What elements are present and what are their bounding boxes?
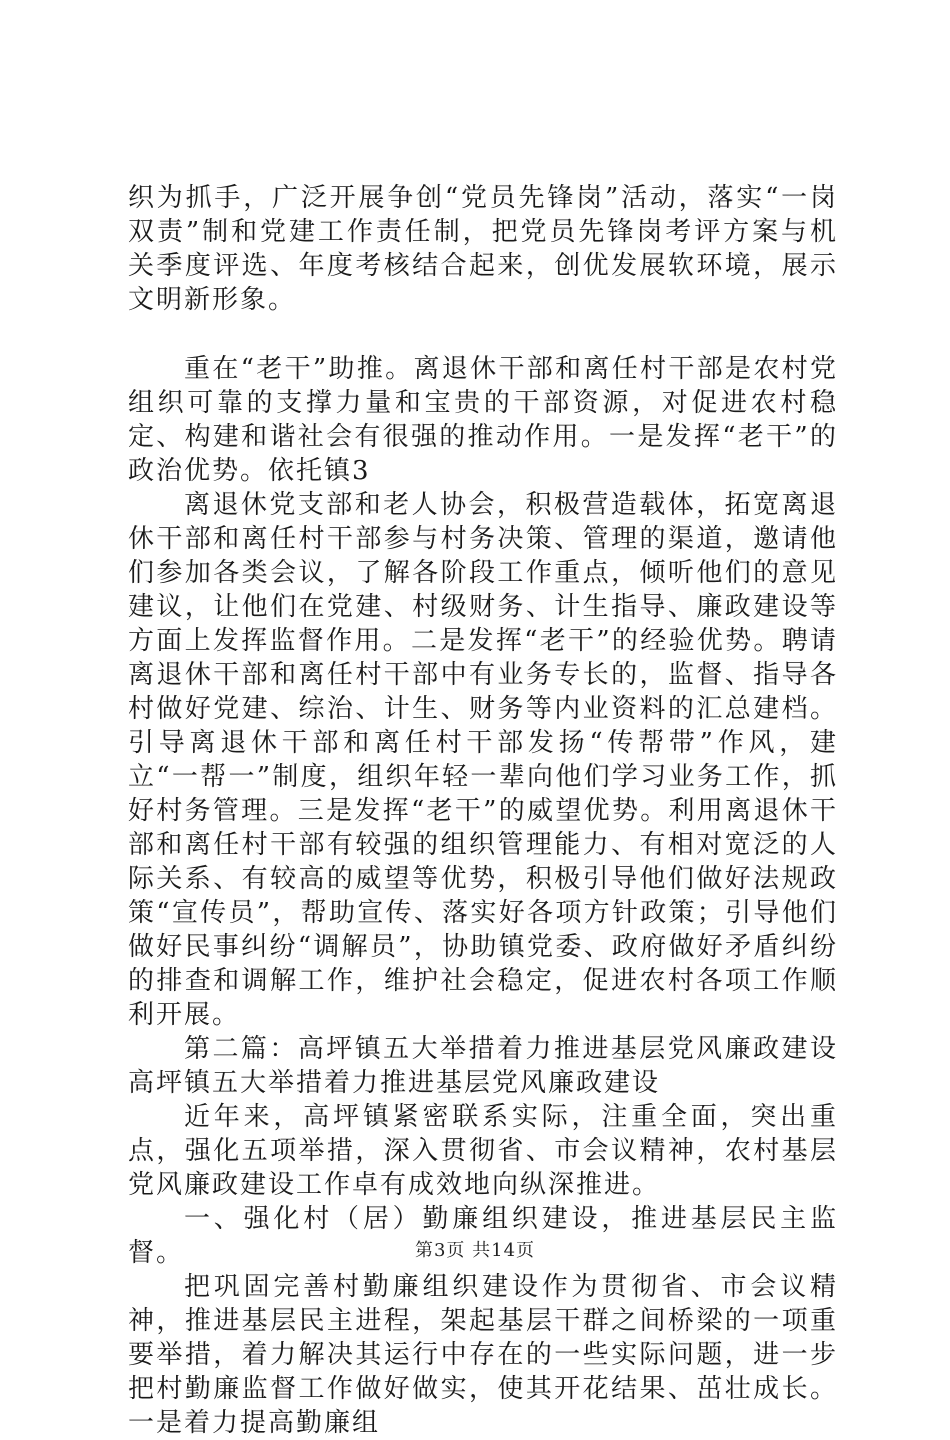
section-heading-part-two: 第二篇：高坪镇五大举措着力推进基层党风廉政建设高坪镇五大举措着力推进基层党风廉政建设 — [128, 1034, 838, 1098]
subheading-one: 一、强化村（居）勤廉组织建设，推进基层民主监督。 — [128, 1204, 838, 1268]
paragraph-2: 重在“老干”助推。离退休干部和离任村干部是农村党组织可靠的支撑力量和宝贵的干部资源，对促进农村稳定、构建和谐社会有很强的推动作用。一是发挥“老干”的政治优势。依托镇3 — [128, 354, 838, 486]
paragraph-last: 把巩固完善村勤廉组织建设作为贯彻省、市会议精神，推进基层民主进程，架起基层干群之间桥梁的一项重要举措，着力解决其运行中存在的一些实际问题，进一步把村勤廉监督工作做好做实，使其开花结果、茁壮成长。一是着力提高勤廉组 — [128, 1272, 838, 1438]
paragraph-3: 离退休党支部和老人协会，积极营造载体，拓宽离退休干部和离任村干部参与村务决策、管理的渠道，邀请他们参加各类会议，了解各阶段工作重点，倾听他们的意见建议，让他们在党建、村级财务、计生指导、廉政建设等方面上发挥监督作用。二是发挥“老干”的经验优势。聘请离退休干部和离任村干部中有业务专长的，监督、指导各村做好党建、综治、计生、财务等内业资料的汇总建档。引导离退休干部和离任村干部发扬“传帮带”作风，建立“一帮一”制度，组织年轻一辈向他们学习业务工作，抓好村务管理。三是发挥“老干”的威望优势。利用离退休干部和离任村干部有较强的组织管理能力、有相对宽泛的人际关系、有较高的威望等优势，积极引导他们做好法规政策“宣传员”，帮助宣传、落实好各项方针政策；引导他们做好民事纠纷“调解员”，协助镇党委、政府做好矛盾纠纷的排查和调解工作，维护社会稳定，促进农村各项工作顺利开展。 — [128, 490, 838, 1030]
page-number-footer: 第3页 共14页 — [414, 1240, 536, 1261]
paragraph-intro: 近年来，高坪镇紧密联系实际，注重全面，突出重点，强化五项举措，深入贯彻省、市会议精神，农村基层党风廉政建设工作卓有成效地向纵深推进。 — [128, 1102, 838, 1200]
paragraph-1: 织为抓手，广泛开展争创“党员先锋岗”活动，落实“一岗双责”制和党建工作责任制，把党员先锋岗考评方案与机关季度评选、年度考核结合起来，创优发展软环境，展示文明新形象。 — [128, 183, 838, 315]
